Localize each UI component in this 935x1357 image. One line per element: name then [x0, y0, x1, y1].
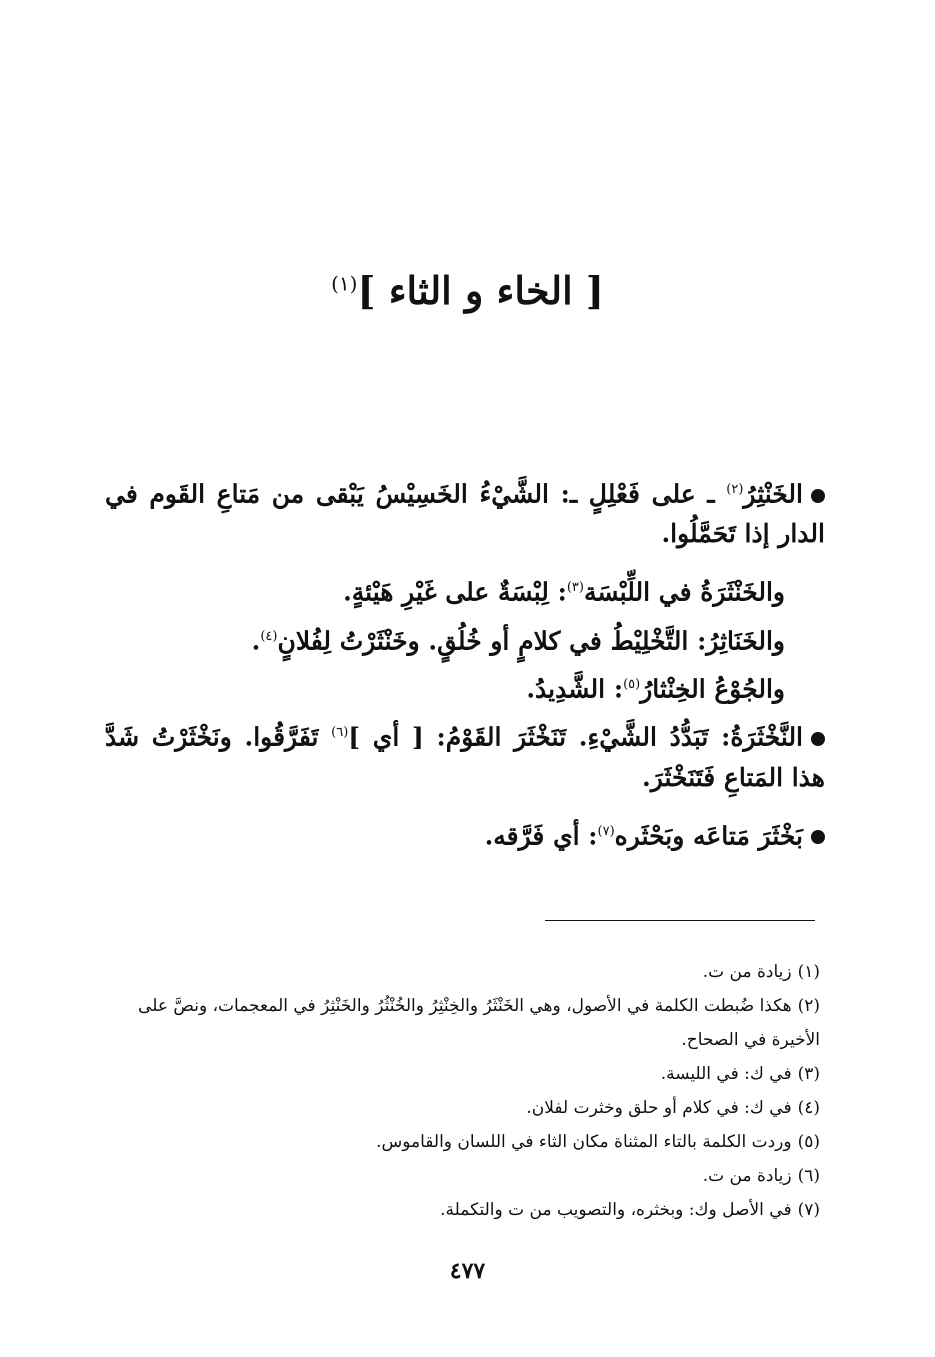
entry-text: .	[251, 625, 261, 655]
footnote	[100, 1091, 820, 1125]
footnote-number: (٧)	[797, 1200, 820, 1220]
chapter-title	[0, 268, 935, 314]
footnote-number: (٢)	[797, 996, 820, 1016]
footnote-number: (٥)	[797, 1132, 820, 1152]
footnote-text: في ك: في الليسة.	[660, 1064, 792, 1084]
entry-paragraph	[105, 617, 785, 661]
entry-paragraph	[105, 568, 785, 612]
footnote	[100, 955, 820, 989]
footnote-text: هكذا ضُبطت الكلمة في الأصول، وهي الخَنْثَرُ والخِنْثِرُ والخُنْثُرُ والخَنْثِرُ في المعجمات، ونصَّ على الأخيرة في الصحاح.	[138, 996, 820, 1050]
page-number: ٤٧٧	[449, 1258, 486, 1284]
footnote	[100, 989, 820, 1057]
footnote-number: (٦)	[797, 1166, 820, 1186]
footnote-text: في ك: في كلام أو حلق وخثرت لفلان.	[526, 1098, 792, 1118]
entry-paragraph	[105, 812, 825, 856]
entry-text: والخَنَاثِرُ: التَّخْلِيْطُ في كلامٍ أو خُلُقٍ. وخَنْثَرْتُ لِفُلانٍ	[277, 625, 785, 655]
entry-text: الخَنْثِرُ	[743, 479, 803, 509]
footnote	[100, 1125, 820, 1159]
entry-text: والجُوْعُ الخِنْثارُ	[640, 674, 785, 704]
footnote-ref: (٧)	[597, 823, 615, 839]
footnote-divider	[545, 920, 815, 921]
footnote-text: زيادة من ت.	[702, 1166, 792, 1186]
entry-paragraph	[105, 665, 785, 709]
bullet-icon	[811, 830, 825, 844]
entry-text: : أي فَرَّقه.	[484, 820, 598, 850]
footnote-ref: (٤)	[260, 628, 278, 644]
entry-text: : لِبْسَةٌ على غَيْرِ هَيْئةٍ.	[343, 577, 567, 607]
footnote-text: في الأصل وك: وبخثره، والتصويب من ت والتكملة.	[440, 1200, 792, 1220]
footnote-number: (١)	[797, 962, 820, 982]
entry-text: بَخْثَرَ مَتاعَه وبَحْثَره	[614, 820, 803, 850]
entry-text: النَّخْثَرَةُ: تَبَدُّدُ الشَّيْءِ. تَنَخْثَرَ القَوْمُ: [ أي ]	[348, 722, 804, 752]
footnote	[100, 1159, 820, 1193]
chapter-title-text: [ الخاء و الثاء ]	[357, 268, 604, 313]
footnotes	[100, 955, 820, 1227]
footnote-number: (٣)	[797, 1064, 820, 1084]
entry-text: ـ على فَعْلِلٍ ـ: الشَّيْءُ الخَسِيْسُ يَبْقى من مَتاعِ القَوم في الدار إذا تَحَمَّلُوا.	[105, 479, 825, 549]
footnote	[100, 1057, 820, 1091]
footnote-ref: (٥)	[623, 676, 641, 692]
entry-text: والخَنْثَرَةُ في اللِّبْسَة	[583, 577, 785, 607]
entry-text: تَفَرَّقُوا. ونَخْثَرْتُ شَدَّ هذا المَتاعِ فَتَنَخْثَرَ.	[105, 722, 825, 792]
footnote-number: (٤)	[797, 1098, 820, 1118]
dictionary-entries	[105, 470, 825, 870]
footnote-text: زيادة من ت.	[702, 962, 792, 982]
entry-text: : الشَّدِيدُ.	[526, 674, 624, 704]
footnote	[100, 1193, 820, 1227]
footnote-ref: (٣)	[566, 580, 584, 596]
bullet-icon	[811, 732, 825, 746]
bullet-icon	[811, 489, 825, 503]
chapter-title-note-ref: (١)	[331, 271, 358, 296]
footnote-ref: (٢)	[726, 482, 744, 497]
footnote-text: وردت الكلمة بالتاء المثناة مكان الثاء في اللسان والقاموس.	[376, 1132, 792, 1152]
entry-paragraph	[105, 470, 825, 554]
footnote-ref: (٦)	[331, 725, 349, 741]
entry-paragraph	[105, 713, 825, 797]
